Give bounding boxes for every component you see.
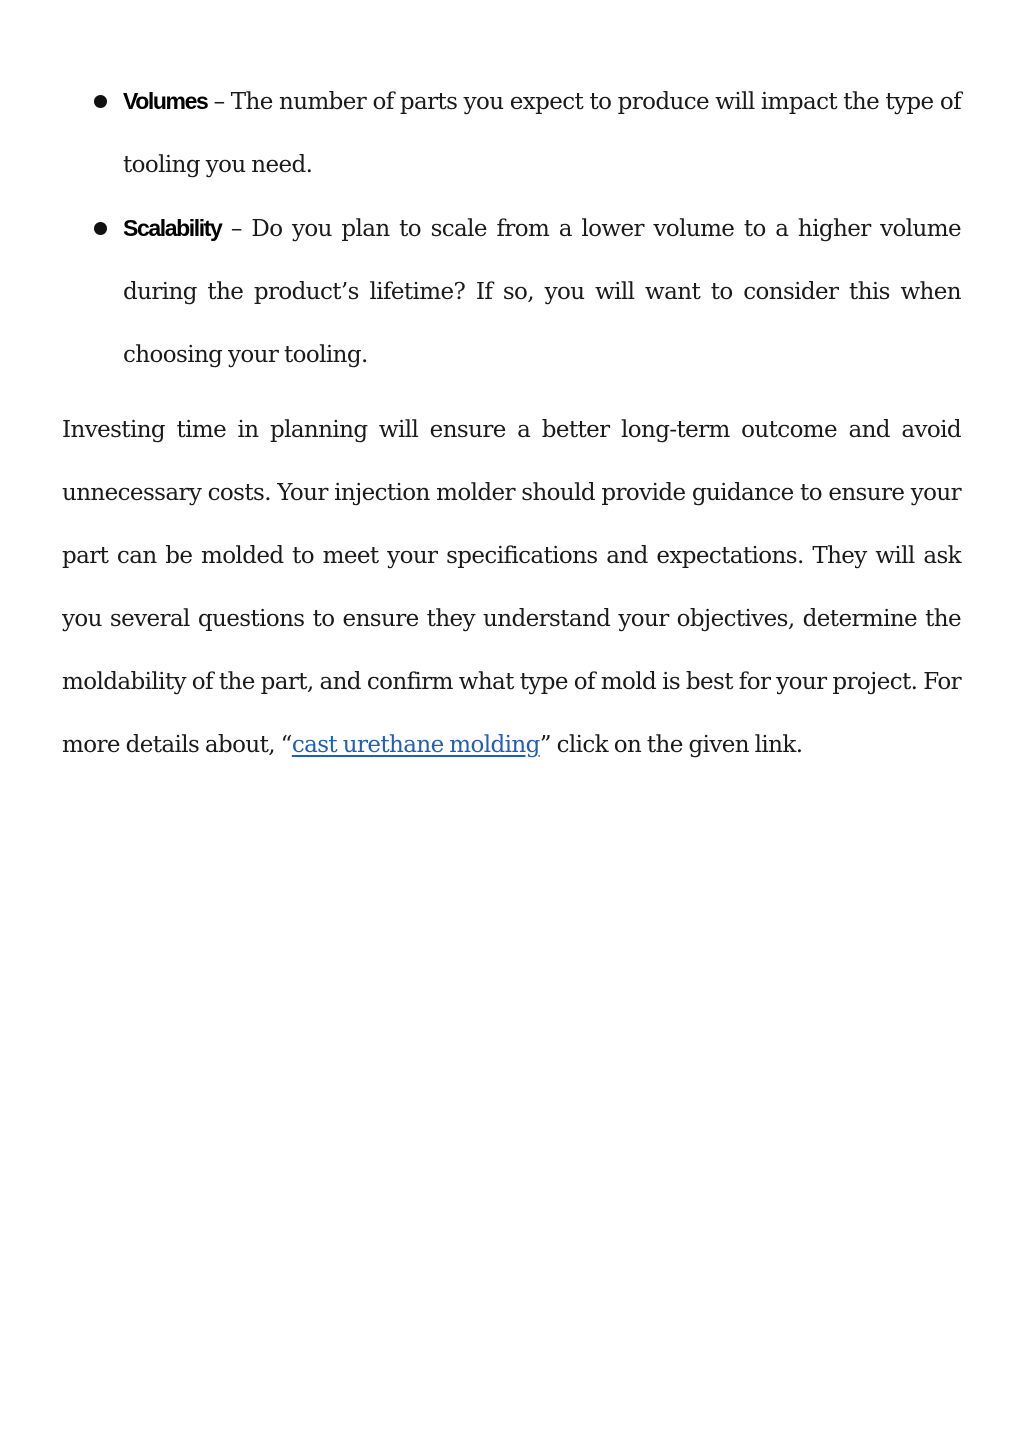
term-label: Scalability [123,215,222,241]
term-label: Volumes [123,88,208,114]
list-item-scalability [88,197,961,387]
bullet-list [88,70,961,387]
body-paragraph [62,399,961,777]
cast-urethane-molding-link[interactable]: cast urethane molding [291,732,540,758]
term-dash: – [207,89,231,115]
paragraph-text: Investing time in planning will ensure a better long-term outcome and avoid unnecessary costs. Your injection molder should provide guidance to ensure your part can be molded to meet your specifications and expectations. They will ask you several questions to ensure they understand your objectives, determine the moldability of the part, and confirm what type of mold is best for your project. For more details about, “ [62,417,961,758]
item-text: Do you plan to scale from a lower volume to a higher volume during the product’s lifetime? If so, you will want to consider this when choosing your tooling. [123,216,961,368]
bullet-icon [94,222,107,235]
paragraph-text-end: ” click on the given link. [539,732,803,758]
item-text: The number of parts you expect to produce will impact the type of tooling you need. [123,89,961,178]
term-dash: – [221,216,252,242]
bullet-icon [94,95,107,108]
list-item-volumes [88,70,961,197]
